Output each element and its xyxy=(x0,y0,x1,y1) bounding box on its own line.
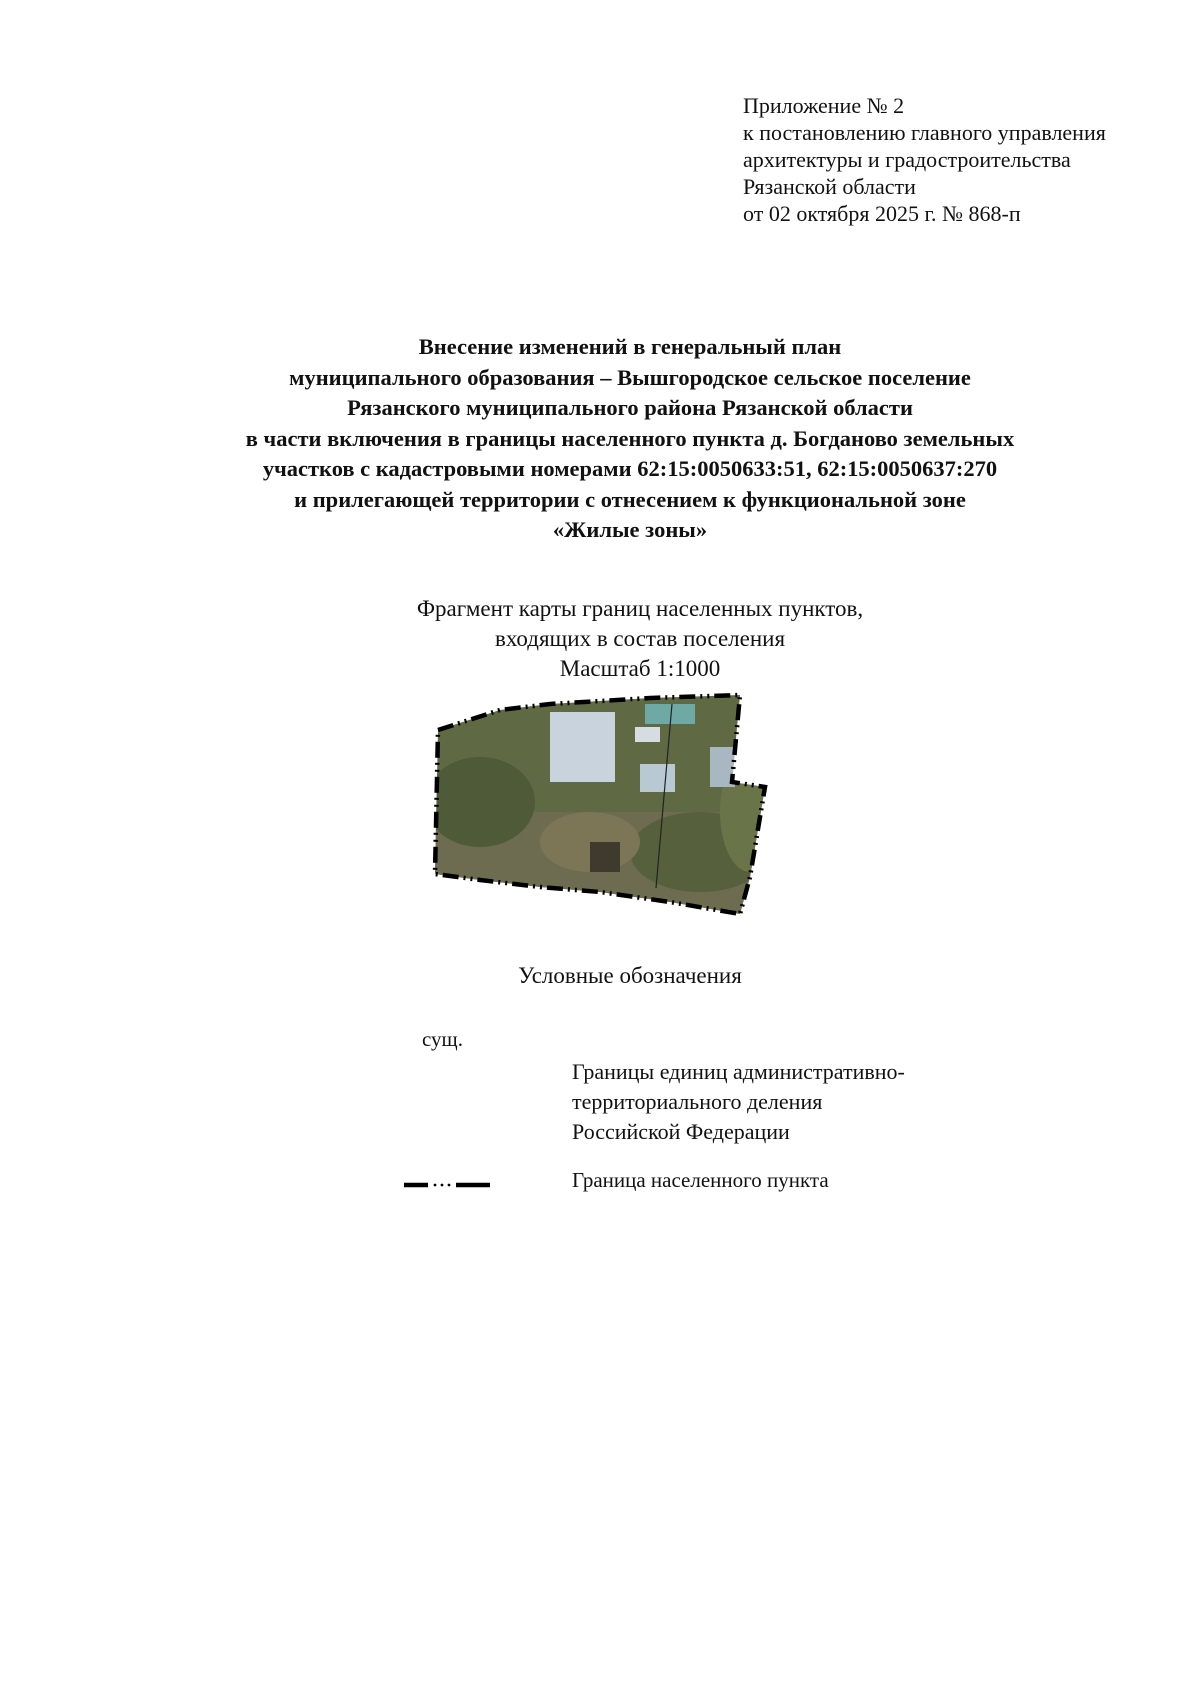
legend-settlement-boundary-label: Граница населенного пункта xyxy=(572,1168,829,1192)
annex-header xyxy=(743,92,1106,227)
symbol-dot xyxy=(448,1184,451,1187)
map-fragment xyxy=(420,692,840,930)
building-roof xyxy=(640,764,675,792)
symbol-dot xyxy=(441,1184,444,1187)
title-line: Внесение изменений в генеральный план xyxy=(418,334,842,359)
legend-status-label: сущ. xyxy=(422,1027,463,1051)
title-line: в части включения в границы населенного пункта д. Богданово земельных xyxy=(245,425,1015,451)
annex-line: Рязанской области xyxy=(743,174,916,199)
title-line: Рязанского муниципального района Рязанской области xyxy=(347,395,913,420)
title-line: и прилегающей территории с отнесением к функциональной зоне xyxy=(294,486,966,512)
title-line: муниципального образования – Вышгородское сельское поселение xyxy=(289,364,971,390)
building-roof xyxy=(590,842,620,872)
legend-text-line: Границы единиц административно- xyxy=(572,1059,905,1084)
map-caption xyxy=(0,594,1200,684)
document-title xyxy=(0,332,1200,546)
annex-line: от 02 октября 2025 г. № 868-п xyxy=(743,201,1021,226)
caption-line: Фрагмент карты границ населенных пунктов, xyxy=(416,596,864,621)
caption-line: входящих в состав поселения xyxy=(494,626,786,651)
legend-admin-boundary-label xyxy=(572,1057,905,1147)
settlement-boundary-symbol xyxy=(402,1178,492,1192)
annex-line: архитектуры и градостроительства xyxy=(743,147,1071,172)
annex-line: к постановлению главного управления xyxy=(743,120,1106,145)
annex-line: Приложение № 2 xyxy=(743,93,905,118)
building-roof xyxy=(635,727,660,742)
symbol-dot xyxy=(434,1184,437,1187)
title-line: участков с кадастровыми номерами 62:15:0050633:51, 62:15:0050637:270 xyxy=(262,456,998,481)
legend-title: Условные обозначения xyxy=(518,963,742,988)
title-line: «Жилые зоны» xyxy=(552,517,708,542)
legend-text-line: Российской Федерации xyxy=(572,1119,790,1144)
legend-text-line: территориального деления xyxy=(572,1089,823,1114)
building-roof xyxy=(550,712,615,782)
map-scale: Масштаб 1:1000 xyxy=(559,656,721,681)
